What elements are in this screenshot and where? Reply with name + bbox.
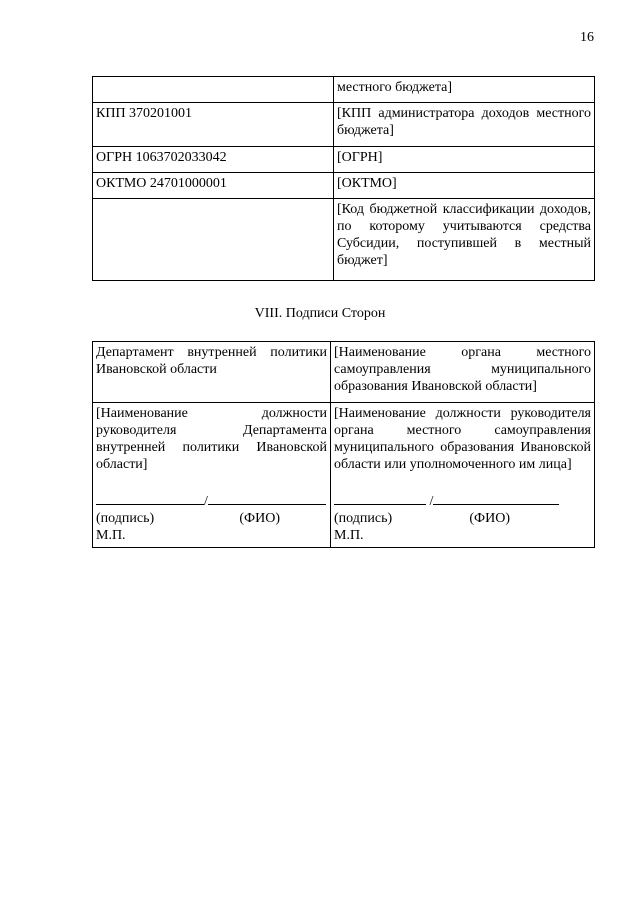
table-cell bbox=[93, 199, 334, 281]
page-number: 16 bbox=[580, 30, 594, 45]
table-cell: местного бюджета] bbox=[334, 77, 595, 103]
table-cell: [Код бюджетной классификации доходов, по которому учитываются средства Субсидии, поступившей в местный бюджет] bbox=[334, 199, 595, 281]
table-row bbox=[93, 342, 595, 403]
signature-label: (подпись) bbox=[96, 511, 155, 526]
table-cell: ОКТМО 24701000001 bbox=[93, 173, 334, 199]
section-title: VIII. Подписи Сторон bbox=[254, 306, 386, 321]
signature-label: (подпись) bbox=[334, 511, 393, 526]
signature-line: / bbox=[96, 490, 327, 510]
table-row bbox=[93, 403, 595, 548]
table-row bbox=[93, 77, 595, 103]
right-signature-block bbox=[331, 403, 595, 548]
right-position: [Наименование должности руководителя органа местного самоуправления муниципального образования Ивановской области или уполномоченного им лица] bbox=[334, 406, 591, 472]
table-cell: ОГРН 1063702033042 bbox=[93, 147, 334, 173]
table-row bbox=[93, 173, 595, 199]
name-label: (ФИО) bbox=[469, 511, 510, 526]
seal-label: М.П. bbox=[334, 528, 364, 543]
signature-line: / bbox=[334, 490, 591, 510]
table-row bbox=[93, 103, 595, 147]
table-cell: [ОКТМО] bbox=[334, 173, 595, 199]
table-cell: КПП 370201001 bbox=[93, 103, 334, 147]
right-party-name: [Наименование органа местного самоуправления муниципального образования Ивановской области] bbox=[331, 342, 595, 403]
left-position: [Наименование должности руководителя Департамента внутренней политики Ивановской области] bbox=[96, 406, 327, 472]
table-cell: [ОГРН] bbox=[334, 147, 595, 173]
left-signature-block bbox=[93, 403, 331, 548]
signature-labels bbox=[334, 510, 510, 527]
signature-labels bbox=[96, 510, 280, 527]
name-label: (ФИО) bbox=[239, 511, 280, 526]
table-cell bbox=[93, 77, 334, 103]
table-cell: [КПП администратора доходов местного бюджета] bbox=[334, 103, 595, 147]
table-row bbox=[93, 199, 595, 281]
left-party-name: Департамент внутренней политики Ивановской области bbox=[93, 342, 331, 403]
seal-label: М.П. bbox=[96, 528, 126, 543]
table-row bbox=[93, 147, 595, 173]
requisites-table bbox=[92, 76, 595, 281]
signatures-table bbox=[92, 341, 595, 548]
